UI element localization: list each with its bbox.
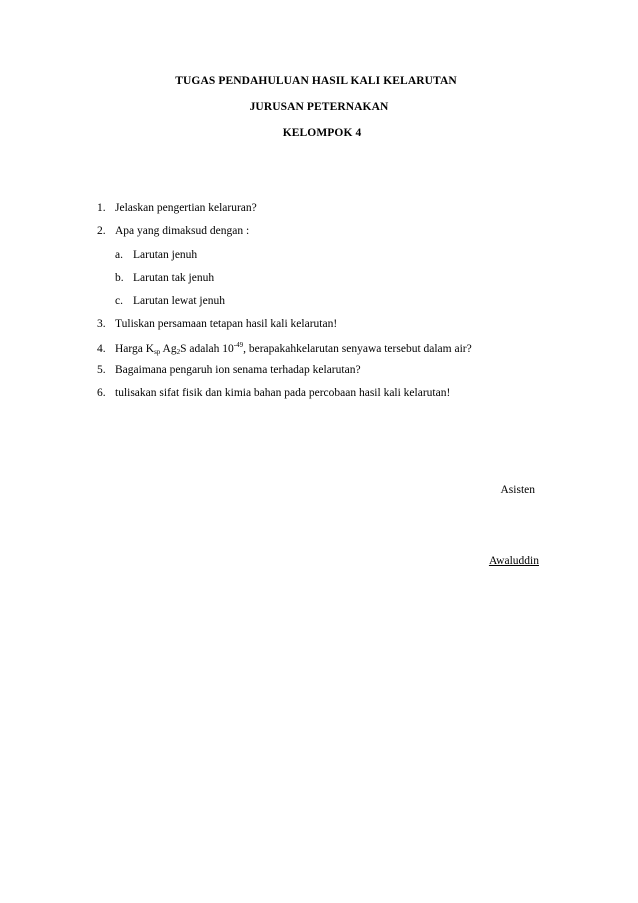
subitem-letter: c. — [115, 295, 123, 307]
question-4 — [97, 341, 472, 356]
question-number: 2. — [97, 225, 106, 237]
question-text-part: , berapakahkelarutan senyawa tersebut dalam air? — [243, 343, 472, 355]
subitem-text: Larutan lewat jenuh — [133, 295, 225, 307]
question-text: Bagaimana pengaruh ion senama terhadap kelarutan? — [115, 364, 361, 376]
question-number: 3. — [97, 318, 106, 330]
subitem-letter: b. — [115, 272, 124, 284]
question-text-part: Harga K — [115, 343, 155, 355]
exponent-superscript: -49 — [233, 341, 244, 349]
question-number: 1. — [97, 202, 106, 214]
question-text: tulisakan sifat fisik dan kimia bahan pada percobaan hasil kali kelarutan! — [115, 387, 451, 399]
assistant-label: Asisten — [500, 484, 535, 496]
assistant-name: Awaluddin — [488, 555, 539, 567]
subitem-letter: a. — [115, 249, 123, 261]
question-number: 4. — [97, 343, 106, 355]
question-text-part: Ag — [160, 343, 177, 355]
question-5 — [97, 364, 361, 376]
question-6 — [97, 387, 450, 399]
question-text: Apa yang dimaksud dengan : — [115, 225, 250, 237]
question-3 — [97, 318, 337, 330]
department-title: JURUSAN PETERNAKAN — [249, 101, 389, 113]
ksp-subscript: sp — [154, 348, 161, 356]
question-number: 6. — [97, 387, 106, 399]
question-text: Jelaskan pengertian kelaruran? — [115, 202, 257, 214]
ag-subscript: 2 — [176, 348, 181, 356]
subitem-a — [115, 249, 197, 261]
subitem-b — [115, 272, 214, 284]
question-2 — [97, 225, 249, 237]
subitem-text: Larutan jenuh — [133, 249, 198, 261]
subitem-text: Larutan tak jenuh — [133, 272, 215, 284]
document-title: TUGAS PENDAHULUAN HASIL KALI KELARUTAN — [175, 75, 457, 87]
question-text: Tuliskan persamaan tetapan hasil kali kelarutan! — [115, 318, 338, 330]
question-1 — [97, 202, 257, 214]
question-text-part: S adalah 10 — [180, 343, 234, 355]
subitem-c — [115, 295, 225, 307]
question-number: 5. — [97, 364, 106, 376]
group-title: KELOMPOK 4 — [282, 127, 362, 139]
